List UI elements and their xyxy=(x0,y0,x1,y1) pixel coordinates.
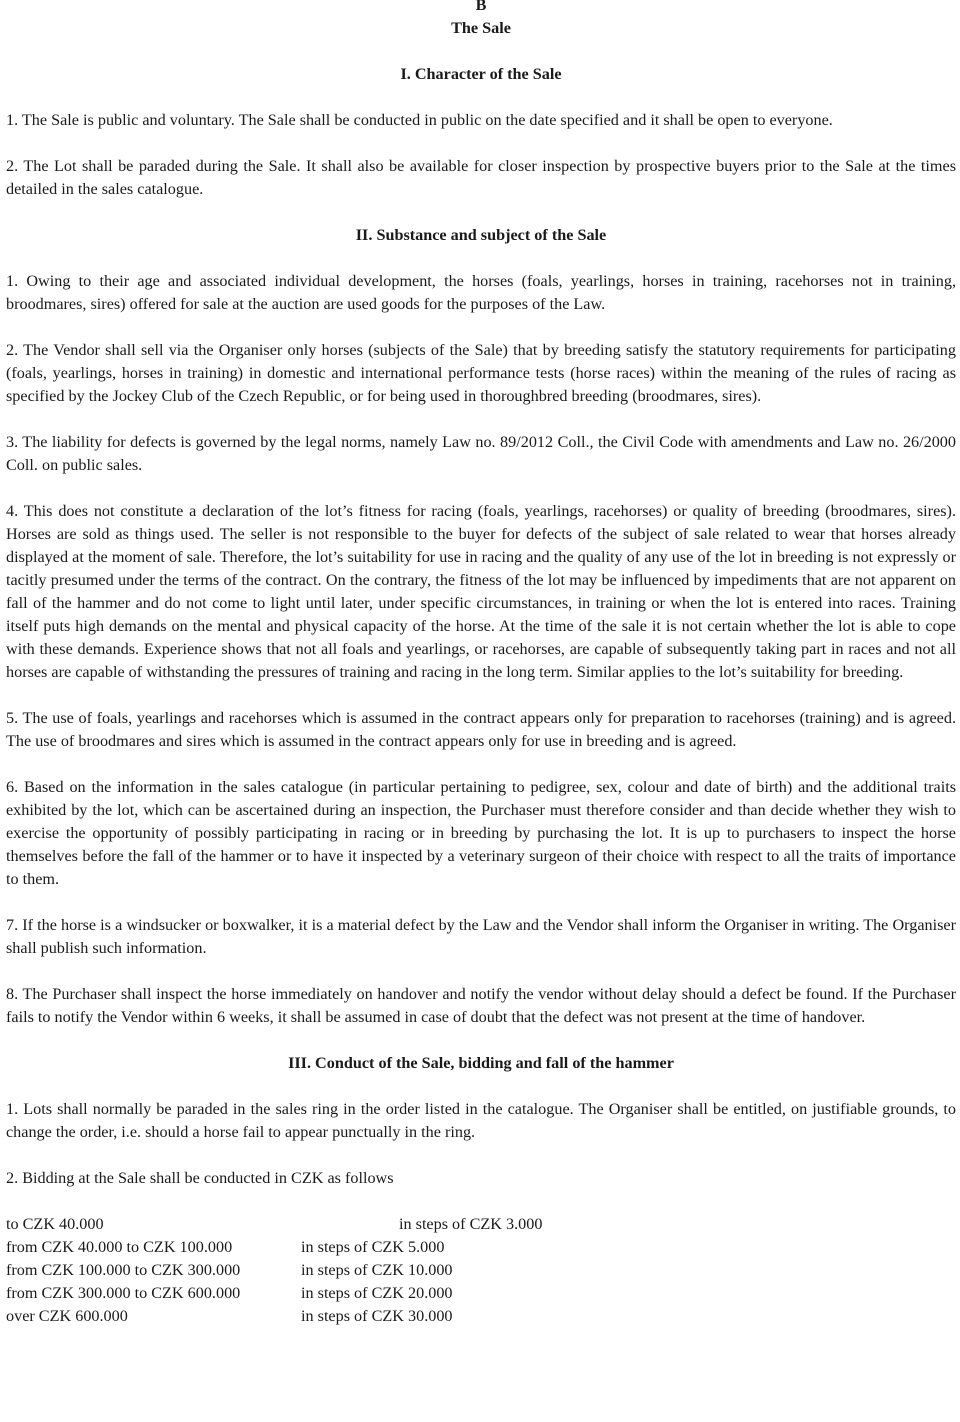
paragraph: 2. Bidding at the Sale shall be conducted in CZK as follows xyxy=(6,1169,394,1187)
table-row xyxy=(6,1305,542,1328)
paragraph: 5. The use of foals, yearlings and racehorses which is assumed in the contract appears only for preparation to racehorses (training) and is agreed. The use of broodmares and sires which is assumed in the contract appears only for use in breeding and is agreed. xyxy=(6,709,956,750)
document-page xyxy=(6,0,956,1328)
table-row xyxy=(6,1236,542,1259)
table-row xyxy=(6,1282,542,1305)
table-row xyxy=(6,1259,542,1282)
bid-step: in steps of CZK 5.000 xyxy=(301,1238,445,1256)
bid-range: from CZK 300.000 to CZK 600.000 xyxy=(6,1284,241,1302)
section-letter: B xyxy=(475,0,487,14)
paragraph: 7. If the horse is a windsucker or boxwalker, it is a material defect by the Law and the Vendor shall inform the Organiser in writing. The Organiser shall publish such information. xyxy=(6,916,956,957)
section-heading-substance: II. Substance and subject of the Sale xyxy=(355,226,607,244)
bid-range: over CZK 600.000 xyxy=(6,1307,128,1325)
paragraph: 1. Lots shall normally be paraded in the sales ring in the order listed in the catalogue. The Organiser shall be entitled, on justifiable grounds, to change the order, i.e. should a horse fail to appear punctually in the ring. xyxy=(6,1100,956,1141)
bid-step: in steps of CZK 30.000 xyxy=(301,1307,453,1325)
paragraph: 4. This does not constitute a declaration of the lot’s fitness for racing (foals, yearlings, racehorses) or quality of breeding (broodmares, sires). Horses are sold as things used. The seller is not responsible to the buyer for defects of the subject of sale related to wear that horses already displayed at the moment of sale. Therefore, the lot’s suitability for use in racing and the quality of any use of the lot in breeding is not expressly or tacitly presumed under the terms of the contract. On the contrary, the fitness of the lot may be influenced by impediments that are not apparent on fall of the hammer and do not come to light until later, under specific circumstances, in training or when the lot is entered into races. Training itself puts high demands on the mental and physical capacity of the horse. At the time of the sale it is not certain whether the lot is able to cope with these demands. Experience shows that not all foals and yearlings, or racehorses, are capable of subsequently taking part in races and not all horses are capable of withstanding the pressures of training and racing in the long term. Similar applies to the lot’s suitability for breeding. xyxy=(6,502,956,681)
document-title: The Sale xyxy=(451,19,511,37)
paragraph: 1. Owing to their age and associated individual development, the horses (foals, yearlings, horses in training, racehorses not in training, broodmares, sires) offered for sale at the auction are used goods for the purposes of the Law. xyxy=(6,272,956,313)
bid-step: in steps of CZK 20.000 xyxy=(301,1284,453,1302)
paragraph: 2. The Lot shall be paraded during the Sale. It shall also be available for closer inspection by prospective buyers prior to the Sale at the times detailed in the sales catalogue. xyxy=(6,157,956,198)
paragraph: 8. The Purchaser shall inspect the horse immediately on handover and notify the vendor without delay should a defect be found. If the Purchaser fails to notify the Vendor within 6 weeks, it shall be assumed in case of doubt that the defect was not present at the time of handover. xyxy=(6,985,956,1026)
paragraph: 3. The liability for defects is governed by the legal norms, namely Law no. 89/2012 Coll., the Civil Code with amendments and Law no. 26/2000 Coll. on public sales. xyxy=(6,433,956,474)
paragraph: 1. The Sale is public and voluntary. The Sale shall be conducted in public on the date specified and it shall be open to everyone. xyxy=(6,111,833,129)
bid-step: in steps of CZK 10.000 xyxy=(301,1261,453,1279)
paragraph: 6. Based on the information in the sales catalogue (in particular pertaining to pedigree, sex, colour and date of birth) and the additional traits exhibited by the lot, which can be ascertained during an inspection, the Purchaser must therefore consider and than decide whether they wish to exercise the opportunity of possibly participating in racing or in breeding by purchasing the lot. It is up to purchasers to inspect the horse themselves before the fall of the hammer or to have it inspected by a veterinary surgeon of their choice with respect to all the traits of importance to them. xyxy=(6,778,956,888)
bidding-steps-table xyxy=(6,1213,542,1328)
bid-step: in steps of CZK 3.000 xyxy=(399,1215,543,1233)
bid-range: from CZK 40.000 to CZK 100.000 xyxy=(6,1238,233,1256)
bid-range: to CZK 40.000 xyxy=(6,1215,104,1233)
bid-range: from CZK 100.000 to CZK 300.000 xyxy=(6,1261,241,1279)
section-heading-conduct: III. Conduct of the Sale, bidding and fall of the hammer xyxy=(288,1054,674,1072)
section-heading-character: I. Character of the Sale xyxy=(400,65,562,83)
paragraph: 2. The Vendor shall sell via the Organiser only horses (subjects of the Sale) that by breeding satisfy the statutory requirements for participating (foals, yearlings, horses in training) in domestic and international performance tests (horse races) within the meaning of the rules of racing as specified by the Jockey Club of the Czech Republic, or for being used in thoroughbred breeding (broodmares, sires). xyxy=(6,341,956,405)
table-row xyxy=(6,1213,542,1236)
